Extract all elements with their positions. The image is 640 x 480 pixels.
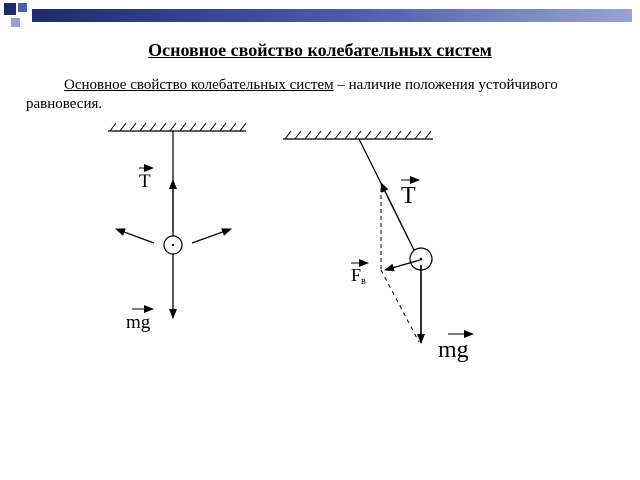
left-hatch-line-6 xyxy=(170,123,176,131)
right-pendulum xyxy=(283,131,473,363)
right-hatch-line-14 xyxy=(425,131,431,139)
left-ceiling-hatching xyxy=(110,123,246,131)
left-hatch-line-4 xyxy=(150,123,156,131)
right-hatch-line-9 xyxy=(375,131,381,139)
left-gravity-label: mg xyxy=(126,312,151,333)
left-hatch-line-2 xyxy=(130,123,136,131)
definition-term: Основное свойство колебательных систем xyxy=(64,77,334,93)
right-hatch-line-12 xyxy=(405,131,411,139)
right-hatch-line-4 xyxy=(325,131,331,139)
left-swing-arrow xyxy=(116,229,154,243)
right-hatch-line-11 xyxy=(395,131,401,139)
left-hatch-line-9 xyxy=(200,123,206,131)
right-restoring-label xyxy=(351,265,366,287)
right-hatch-line-0 xyxy=(285,131,291,139)
right-hatch-line-13 xyxy=(415,131,421,139)
right-hatch-line-8 xyxy=(365,131,371,139)
left-hatch-line-5 xyxy=(160,123,166,131)
left-hatch-line-3 xyxy=(140,123,146,131)
right-hatch-line-2 xyxy=(305,131,311,139)
left-hatch-line-12 xyxy=(230,123,236,131)
right-hatch-line-6 xyxy=(345,131,351,139)
left-pendulum xyxy=(108,123,246,333)
right-helper-diagonal xyxy=(381,270,419,342)
right-ceiling-hatching xyxy=(285,131,431,139)
restoring-force-letter: F xyxy=(351,265,362,285)
left-hatch-line-10 xyxy=(210,123,216,131)
left-tension-label: T xyxy=(139,171,151,192)
left-hatch-line-11 xyxy=(220,123,226,131)
left-hatch-line-0 xyxy=(110,123,116,131)
right-bob-center xyxy=(420,258,423,261)
right-hatch-line-1 xyxy=(295,131,301,139)
page-title: Основное свойство колебательных систем xyxy=(148,40,492,60)
left-hatch-line-13 xyxy=(240,123,246,131)
restoring-force-subscript: в xyxy=(361,276,366,287)
definition-text: – наличие положения устойчивого равновесия. xyxy=(26,77,558,112)
left-hatch-line-8 xyxy=(190,123,196,131)
right-hatch-line-5 xyxy=(335,131,341,139)
right-tension-label: T xyxy=(401,183,416,209)
right-gravity-label: mg xyxy=(438,337,469,363)
right-swing-arrow xyxy=(192,229,231,243)
right-hatch-line-10 xyxy=(385,131,391,139)
right-hatch-line-7 xyxy=(355,131,361,139)
left-hatch-line-1 xyxy=(120,123,126,131)
left-bob-center xyxy=(172,244,174,246)
right-hatch-line-3 xyxy=(315,131,321,139)
left-hatch-line-7 xyxy=(180,123,186,131)
